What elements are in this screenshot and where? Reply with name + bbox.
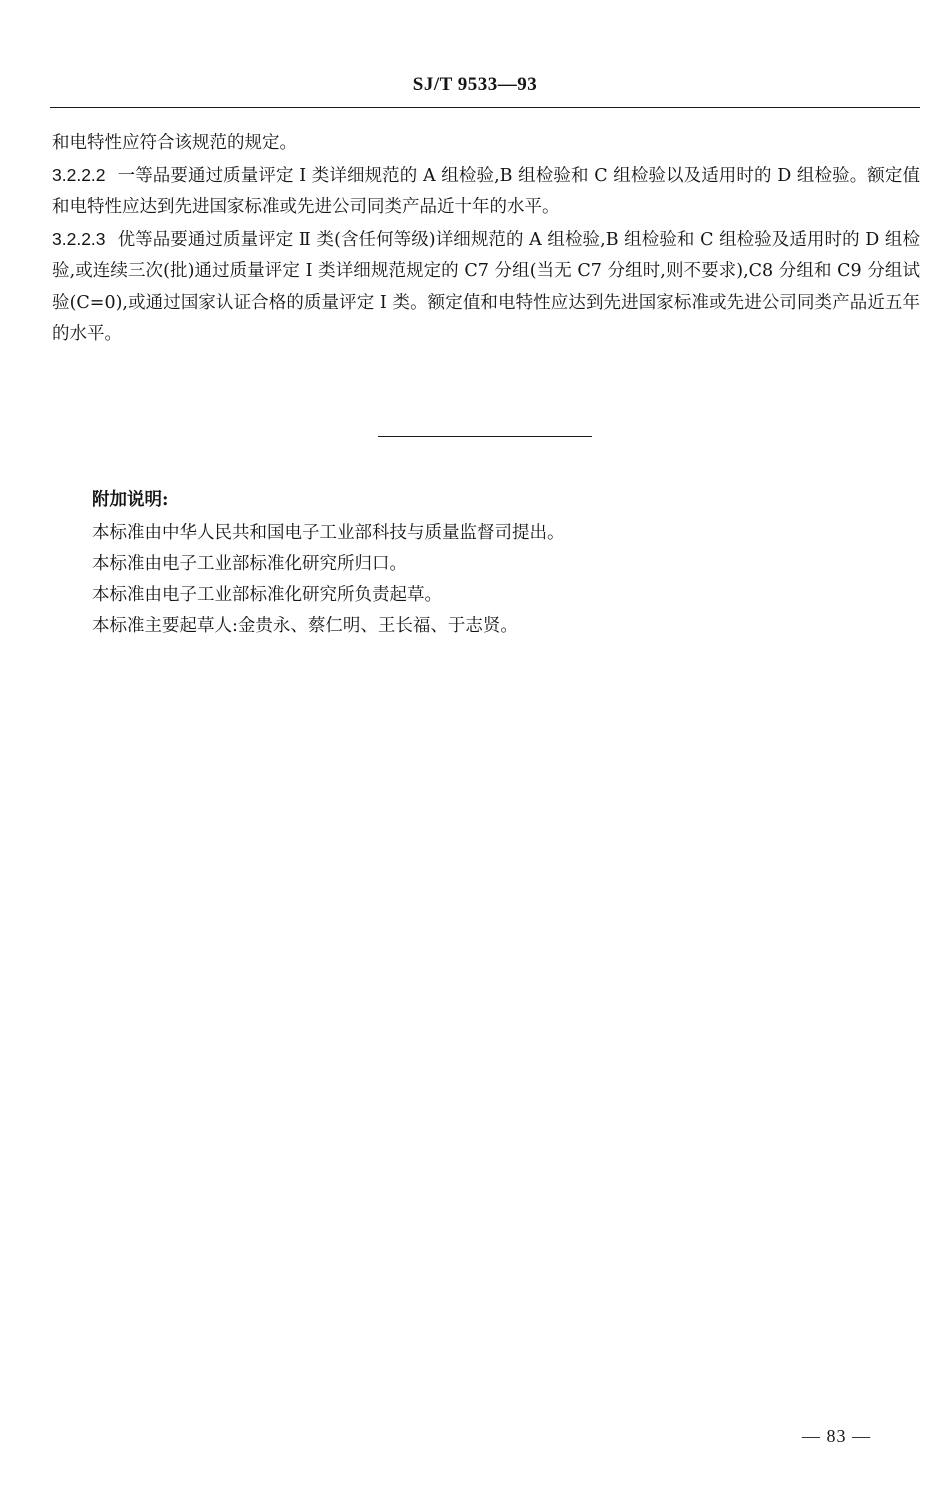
clause-text: 一等品要通过质量评定 I 类详细规范的 A 组检验,B 组检验和 C 组检验以及适用时的 D 组检验。额定值和电特性应达到先进国家标准或先进公司同类产品近十年的水平。 bbox=[52, 165, 920, 217]
continuation-paragraph: 和电特性应符合该规范的规定。 bbox=[52, 133, 297, 153]
clause-text: 优等品要通过质量评定 Ⅱ 类(含任何等级)详细规范的 A 组检验,B 组检验和 C 组检验及适用时的 D 组检验,或连续三次(批)通过质量评定 I 类详细规范规定的 C7 分组(当无 C7 分组时,则不要求),C8 分组和 C9 分组试验(C=0),或通过国家认证合格的质量评定 I 类。额定值和电特性应达到先进国家标准或先进公司同类产品近五年的水平。 bbox=[52, 229, 920, 344]
note-line: 本标准主要起草人:金贵永、蔡仁明、王长福、于志贤。 bbox=[92, 616, 518, 636]
note-line: 本标准由中华人民共和国电子工业部科技与质量监督司提出。 bbox=[92, 523, 565, 543]
document-code-header: SJ/T 9533—93 bbox=[412, 74, 538, 95]
additional-notes bbox=[92, 485, 892, 642]
note-line: 本标准由电子工业部标准化研究所负责起草。 bbox=[92, 585, 442, 605]
end-of-text-rule bbox=[378, 436, 592, 437]
page-number: — 83 — bbox=[802, 1426, 871, 1446]
clause-number: 3.2.2.3 bbox=[52, 228, 106, 249]
clause-3-2-2-3 bbox=[52, 224, 920, 351]
header-rule bbox=[50, 107, 920, 108]
clause-3-2-2-2 bbox=[52, 160, 920, 224]
main-body bbox=[52, 128, 920, 351]
note-line: 本标准由电子工业部标准化研究所归口。 bbox=[92, 554, 407, 574]
clause-number: 3.2.2.2 bbox=[52, 164, 106, 185]
notes-heading: 附加说明: bbox=[92, 490, 169, 510]
